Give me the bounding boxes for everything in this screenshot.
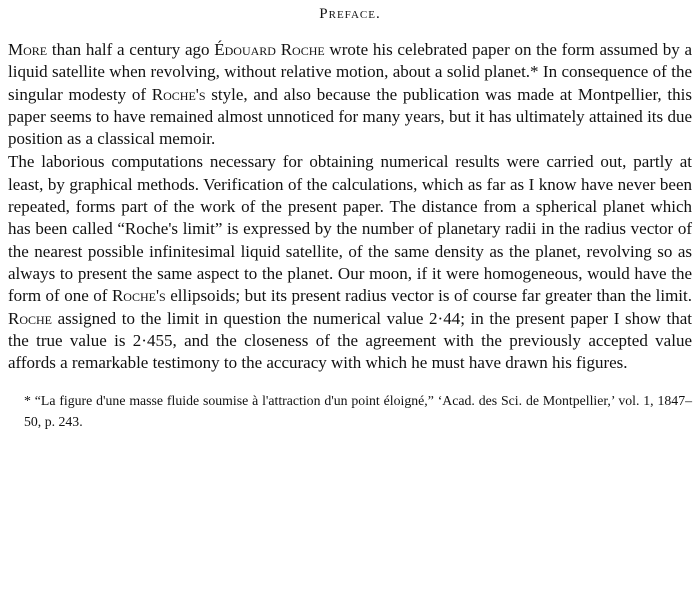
paragraph-1-text-3: style, and also because the publication was made at Montpellier, this paper seems to have remained almost unnoticed for many years, but it has ultimately attained its due position as a classical memoir. — [8, 84, 692, 149]
paragraph-2 — [8, 151, 692, 374]
author-possessive: Roche's — [151, 84, 206, 104]
author-possessive-2: Roche's — [111, 286, 166, 306]
section-heading: Preface. — [319, 6, 381, 22]
paragraph-2-text-2: ellipsoids; but its present radius vector is of course far greater than the limit. — [165, 286, 692, 306]
paragraph-2-text-1: The laborious computations necessary for obtaining numerical results were carried out, partly at least, by graphical methods. Verification of the calculations, which as far as I know have never been repeated, forms part of the work of the present paper. The distance from a spherical planet which has been called “Roche's limit” is expressed by the number of planetary radii in the radius vector of the nearest possible infinitesimal liquid satellite, of the same density as the planet, revolving so as always to present the same aspect to the planet. Our moon, if it were homogeneous, would have the form of one of — [8, 152, 692, 306]
author-name-2: Roche — [8, 308, 53, 328]
footnote: * “La figure d'une masse fluide soumise à l'attraction d'un point éloigné,” ‘Acad. des Sci. de Montpellier,’ vol. 1, 1847–50, p. 243. — [24, 393, 692, 430]
author-name: Édouard Roche — [214, 40, 325, 59]
paragraph-1-lead-word: More — [8, 40, 48, 59]
paragraph-1-text-1: than half a century ago — [47, 40, 215, 59]
paragraph-1 — [8, 39, 692, 150]
paragraph-1-text-2: wrote his celebrated paper on the form assumed by a liquid satellite when revolving, without relative motion, about a solid planet.* In consequence of the singular modesty of — [8, 40, 692, 104]
paragraph-2-text-3: assigned to the limit in question the numerical value 2·44; in the present paper I show that the true value is 2·455, and the closeness of the agreement with the previously accepted value affords a remarkable testimony to the accuracy with which he must have drawn his figures. — [8, 308, 692, 373]
